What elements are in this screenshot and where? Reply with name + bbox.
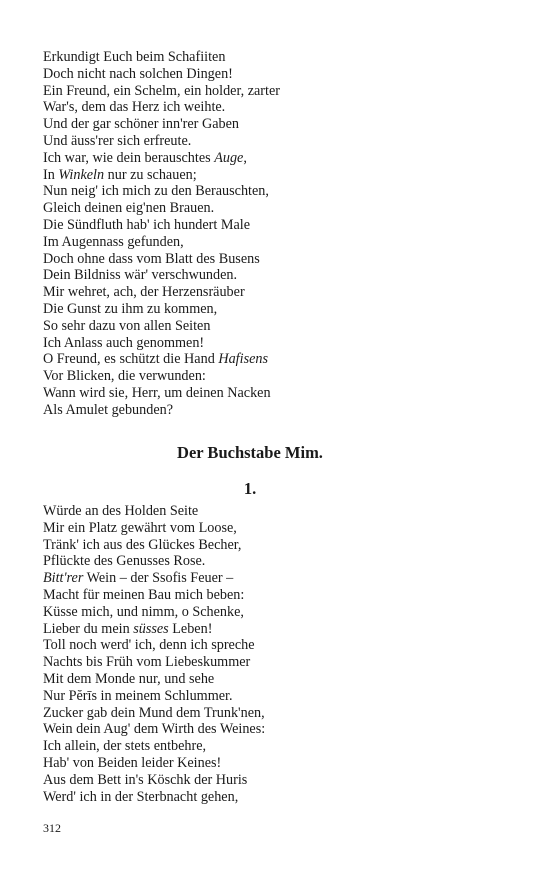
line-text: Ich Anlass auch genommen! [43,334,205,351]
poem-line [43,637,503,654]
line-text: nur zu schauen; [104,166,197,183]
italic-text: Winkeln [58,166,105,183]
poem-stanza-top [43,49,503,419]
poem-line [43,150,503,167]
italic-text: süsses [133,620,169,637]
poem-line [43,301,503,318]
line-text: Wein dein Aug' dem Wirth des Weines: [43,721,266,738]
line-text: Gleich deinen eig'nen Brauen. [43,200,215,217]
poem-line [43,49,503,66]
line-text: Ein Freund, ein Schelm, ein holder, zarter [43,82,280,99]
poem-line [43,234,503,251]
poem-line [43,133,503,150]
italic-text: Bitt'rer [43,570,84,587]
poem-stanza-bottom [43,503,503,805]
poem-line [43,789,503,806]
poem-line [43,318,503,335]
line-text: Leben! [168,620,213,637]
poem-line [43,604,503,621]
line-text: Würde an des Holden Seite [43,503,199,519]
poem-line [43,167,503,184]
line-text: Doch ohne dass vom Blatt des Busens [43,250,260,267]
line-text: Erkundigt Euch beim Schafiiten [43,49,226,65]
line-text: So sehr dazu von allen Seiten [43,317,211,334]
poem-line [43,116,503,133]
poem-line [43,503,503,520]
line-text: Ich war, wie dein berauschtes [43,149,215,166]
line-text: Pflückte des Genusses Rose. [43,553,206,570]
line-text: Doch nicht nach solchen Dingen! [43,65,233,82]
line-text: Im Augennass gefunden, [43,233,184,250]
line-text: Als Amulet gebunden? [43,401,174,418]
poem-line [43,83,503,100]
line-text: In [43,166,59,183]
poem-line [43,402,503,419]
line-text: Nun neig' ich mich zu den Berauschten, [43,183,269,200]
line-text: Hab' von Beiden leider Keines! [43,754,222,771]
line-text: Nur Pĕrīs in meinem Schlummer. [43,687,233,704]
poem-line [43,772,503,789]
line-text: Mir wehret, ach, der Herzensräuber [43,284,245,301]
poem-line [43,621,503,638]
poem-line [43,335,503,352]
poem-line [43,671,503,688]
line-text: War's, dem das Herz ich weihte. [43,99,226,116]
poem-line [43,351,503,368]
line-text: Wein – der Ssofis Feuer – [83,570,234,587]
line-text: Wann wird sie, Herr, um deinen Nacken [43,384,271,401]
poem-line [43,721,503,738]
line-text: Macht für meinen Bau mich beben: [43,586,245,603]
line-text: Dein Bildniss wär' verschwunden. [43,267,238,284]
poem-line [43,267,503,284]
poem-line [43,368,503,385]
poem-line [43,738,503,755]
poem-line [43,705,503,722]
line-text: Die Gunst zu ihm zu kommen, [43,300,218,317]
line-text: Aus dem Bett in's Köschk der Huris [43,771,248,788]
line-text: Zucker gab dein Mund dem Trunk'nen, [43,704,265,721]
chapter-title: Der Buchstabe Mim. [177,443,323,462]
line-text: Mit dem Monde nur, und sehe [43,670,215,687]
poem-line [43,200,503,217]
poem-line [43,570,503,587]
line-text: Und äuss'rer sich erfreute. [43,132,192,149]
line-text: Mir ein Platz gewährt vom Loose, [43,519,237,536]
poem-line [43,284,503,301]
poem-line [43,755,503,772]
poem-line [43,587,503,604]
poem-line [43,217,503,234]
line-text: Küsse mich, und nimm, o Schenke, [43,603,244,620]
poem-line [43,99,503,116]
italic-text: Hafisens [218,351,268,368]
poem-line [43,654,503,671]
poem-line [43,553,503,570]
poem-line [43,183,503,200]
section-number: 1. [243,479,257,498]
poem-line [43,385,503,402]
line-text: Ich allein, der stets entbehre, [43,738,207,755]
line-text: Nachts bis Früh vom Liebeskummer [43,654,251,671]
line-text: Lieber du mein [43,620,134,637]
poem-line [43,66,503,83]
line-text: Die Sündfluth hab' ich hundert Male [43,216,251,233]
page-number: 312 [43,821,61,835]
italic-text: Auge [214,149,244,166]
line-text: , [243,149,247,166]
line-text: Vor Blicken, die verwunden: [43,368,206,385]
line-text: Toll noch werd' ich, denn ich spreche [43,637,255,654]
line-text: O Freund, es schützt die Hand [43,351,219,368]
line-text: Tränk' ich aus des Glückes Becher, [43,536,242,553]
line-text: Werd' ich in der Sterbnacht gehen, [43,788,239,805]
poem-line [43,537,503,554]
poem-line [43,251,503,268]
line-text: Und der gar schöner inn'rer Gaben [43,116,239,133]
poem-line [43,520,503,537]
poem-line [43,688,503,705]
